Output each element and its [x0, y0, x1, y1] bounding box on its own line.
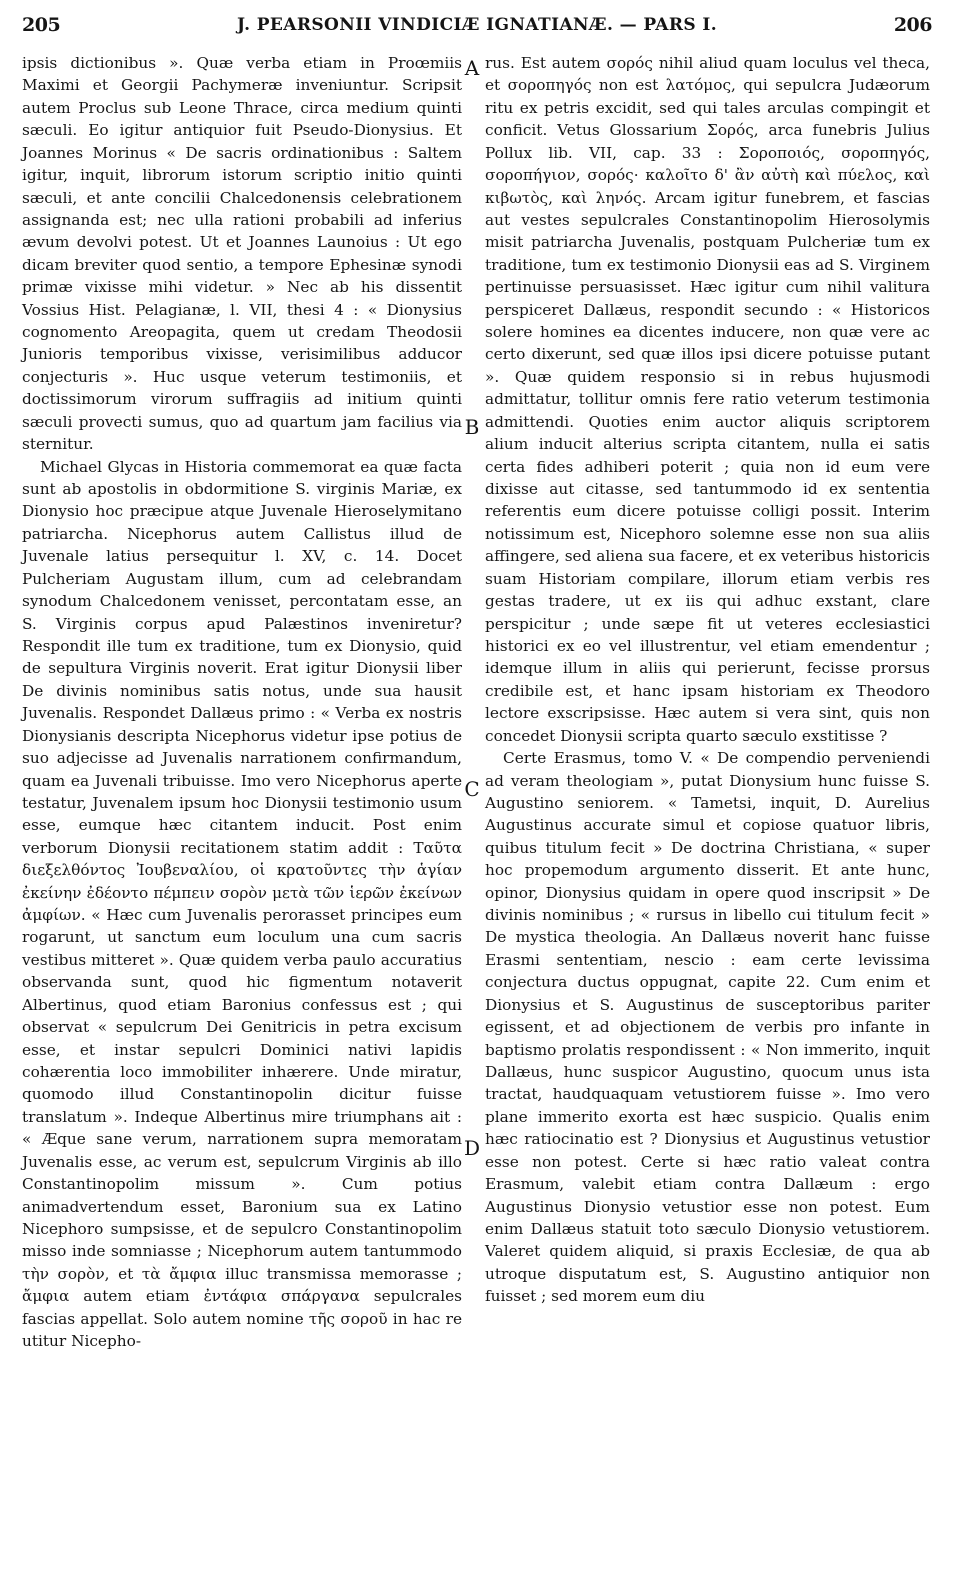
paragraph: ipsis dictionibus ». Quæ verba etiam in Proœmiis Maximi et Georgii Pachymeræ inveniuntur. Scripsit autem Proclus sub Leone Thrace, circa medium quinti sæculi. Eo igitur antiquior fuit Pseudo-Dionysius. Et Joannes Morinus « De sacris ordinationibus : Saltem igitur, inquit, librorum istorum scriptio initio quinti sæculi, et ante concilii Chalcedonensis celebrationem assignanda est; nec ulla rationi probabili ad inferius ævum devolvi potest. Ut et Joannes Launoius : Ut ego dicam breviter quod sentio, a tempore Ephesinæ synodi primæ vixisse mihi videtur. » Nec ab his dissentit Vossius Hist. Pelagianæ, l. VII, thesi 4 : « Dionysius cognomento Areopagita, quem ut credam Theodosii Junioris temporibus vixisse, verisimilibus adducor conjecturis ». Huc usque veterum testimoniis, et doctissimorum virorum suffragiis ad initium quinti sæculi provecti sumus, quo ad quartum jam facilius via sternitur.: [22, 54, 462, 454]
paragraph: Certe Erasmus, tomo V. « De compendio perveniendi ad veram theologiam », putat Dionysium hunc fuisse S. Augustino seniorem. « Tametsi, inquit, D. Aurelius Augustinus accurate simul et copiose quatuor libris, quibus titulum fecit » De doctrina Christiana, « super hoc propemodum argumento disserit. Et ante hunc, opinor, Dionysius quidam in opere quod inscripsit » De divinis nominibus ; « rursus in libello cui titulum fecit » De mystica theologia. An Dallæus noverit hanc fuisse Erasmi sententiam, nescio : eam certe levissima conjectura ductus oppugnat, capite 22. Cum enim et Dionysius et S. Augustinus de susceptoribus pariter egissent, et ad objectionem de verbis pro infante in baptismo prolatis respondissent : « Non immerito, inquit Dallæus, hunc suspicor Augustino, quocum unus ista tractat, haudquaquam vetustiorem fuisse ». Imo vero plane immerito exorta est hæc suspicio. Qualis enim hæc ratiocinatio est ? Dionysius et Augustinus vetustior esse non potest. Certe si hæc ratio valeat contra Erasmum, valebit etiam contra Dallæum : ergo Augustinus Dionysio vetustior esse non potest. Eum enim Dallæus statuit toto sæculo Dionysio vetustiorem. Valeret quidem aliquid, si praxis Ecclesiæ, de qua ab utroque disputatum est, S. Augustino antiquior non fuisset ; sed morem eum diu: [485, 749, 930, 1306]
running-header: [22, 14, 932, 50]
running-title: J. PEARSONII VINDICIÆ IGNATIANÆ. — PARS I.: [236, 15, 718, 35]
right-column: [485, 52, 930, 1308]
margin-letter-d: D: [463, 1136, 481, 1160]
paragraph: rus. Est autem σορός nihil aliud quam loculus vel theca, et σοροπηγός non est λατόμος, qui sepulcra Judæorum ritu ex petris excidit, sed qui tales arculas compingit et conficit. Vetus Glossarium Σορός, arca funebris Julius Pollux lib. VII, cap. 33 : Σοροποιός, σοροπηγός, σοροπήγιον, σορός· καλοῖτο δ' ἂν αὐτὴ καὶ πύελος, καὶ κιβωτὸς, καὶ ληνός. Arcam igitur funebrem, et fascias aut vestes sepulcrales Constantinopolim Hierosolymis misit patriarcha Juvenalis, postquam Pulcheriæ tum ex traditione, tum ex testimonio Dionysii eas ad S. Virginem pertinuisse persuasisset. Hæc igitur cum nihil valitura perspiceret Dallæus, respondit secundo : « Historicos solere homines ea dicentes inducere, non quæ vere ac certo dixerunt, sed quæ illos ipsi dicere potuisse putant ». Quæ quidem responsio si in rebus hujusmodi admittatur, tollitur omnis fere ratio veterum testimonia admittendi. Quoties enim auctor aliquis scriptorem alium inducit alterius scripta citantem, nulla ei satis certa fides adhiberi poterit ; quia non id eum vere dixisse aut citasse, sed tantummodo id ex sententia referentis eum dicere potuisse colligi possit. Interim notissimum est, Nicephoro solemne esse non sua aliis affingere, sed aliena sua facere, et ex veteribus historicis suam Historiam compilare, illorum etiam verbis res gestas tradere, ut ex iis qui adhuc exstant, clare perspicitur ; unde sæpe fit ut veteres ecclesiastici historici ex eo vel illustrentur, vel etiam emendentur ; idemque illum in aliis qui perierunt, fecisse prorsus credibile est, et hanc ipsam historiam ex Theodoro lectore exscripsisse. Hæc autem si vera sint, quis non concedet Dionysii scripta quarto sæculo exstitisse ?: [485, 54, 930, 745]
left-column: [22, 52, 462, 1352]
margin-letter-b: B: [464, 415, 480, 439]
page-number-right: 206: [893, 14, 932, 36]
margin-letter-c: C: [464, 777, 480, 801]
page-number-left: 205: [22, 14, 61, 36]
paragraph: Michael Glycas in Historia commemorat ea quæ facta sunt ab apostolis in obdormitione S. virginis Mariæ, ex Dionysio hoc præcipue atque Juvenale Hieroselymitano patriarcha. Nicephorus autem Callistus illud de Juvenale latius persequitur l. XV, c. 14. Docet Pulcheriam Augustam illum, cum ad celebrandam synodum Chalcedonem venisset, percontatam esse, an S. Virginis corpus apud Palæstinos inveniretur? Respondit ille tum ex traditione, tum ex Dionysio, quid de sepultura Virginis noverit. Erat igitur Dionysii liber De divinis nominibus satis notus, unde sua hausit Juvenalis. Respondet Dallæus primo : « Verba ex nostris Dionysianis descripta Nicephorus videtur ipse potius de suo adjecisse ad Juvenalis narrationem confirmandum, quam ea Juvenali tribuisse. Imo vero Nicephorus aperte testatur, Juvenalem ipsum hoc Dionysii testimonio usum esse, eumque hæc citantem inducit. Post enim verborum Dionysii recitationem statim addit : Ταῦτα διεξελθόντος Ἰουβεναλίου, οἱ κρατοῦντες τὴν ἁγίαν ἐκείνην ἐδέοντο πέμπειν σορὸν μετὰ τῶν ἱερῶν ἐκείνων ἀμφίων. « Hæc cum Juvenalis perorasset principes eum rogarunt, ut sanctum eum loculum una cum sacris vestibus mitteret ». Quæ quidem verba paulo accuratius observanda sunt, quod hic figmentum notaverit Albertinus, quod etiam Baronius confessus est ; qui observat « sepulcrum Dei Genitricis in petra excisum esse, et instar sepulcri Dominici nativi lapidis cohærentia loco immobiliter inhærere. Unde miratur, quomodo illud Constantinopolin dicitur fuisse translatum ». Indeque Albertinus mire triumphans ait : « Æque sane verum, narrationem supra memoratam Juvenalis esse, ac verum est, sepulcrum Virginis ab illo Constantinopolim missum ». Cum potius animadvertendum esset, Baronium sua ex Latino Nicephoro sumpsisse, et de sepulcro Constantinopolim misso inde somniasse ; Nicephorum autem tantummodo τὴν σορὸν, et τὰ ἄμφια illuc transmissa memorasse ; ἄμφια autem etiam ἐντάφια σπάργανα sepulcrales fascias appellat. Solo autem nomine τῆς σοροῦ in hac re utitur Nicepho-: [22, 457, 462, 1351]
margin-letter-a: A: [464, 56, 480, 80]
